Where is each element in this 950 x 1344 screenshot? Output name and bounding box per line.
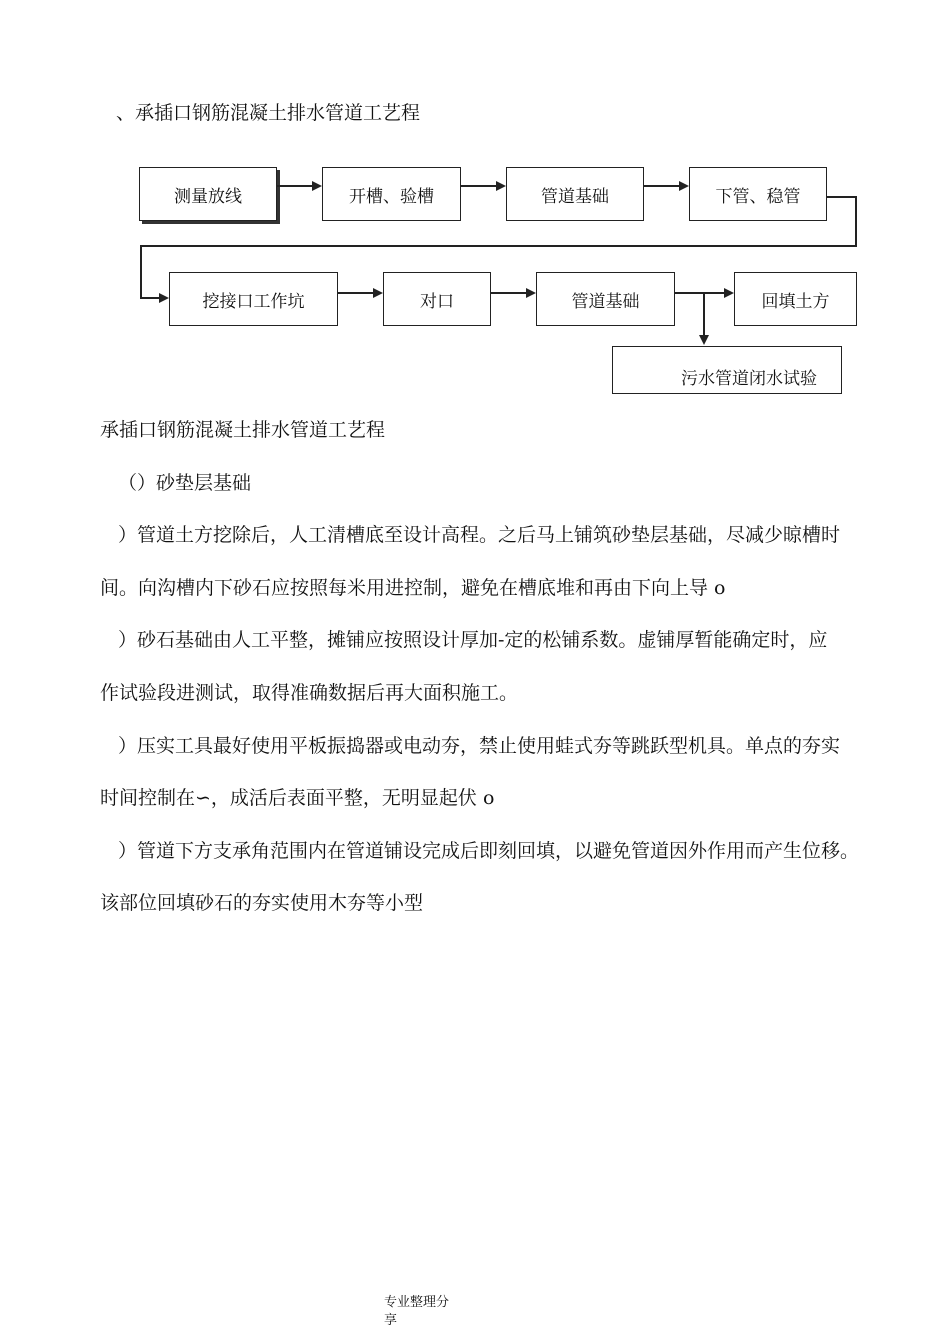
arrow-right-icon xyxy=(159,293,169,303)
paragraph-line: 该部位回填砂石的夯实使用木夯等小型 xyxy=(100,892,424,914)
body-title: 承插口钢筋混凝土排水管道工艺程 xyxy=(100,419,386,441)
section-heading: （）砂垫层基础 xyxy=(118,472,252,494)
page-footer xyxy=(384,1294,464,1330)
paragraph-line: 时间控制在∽，成活后表面平整，无明显起伏 o xyxy=(100,787,495,809)
connector-line xyxy=(277,185,313,187)
connector-line xyxy=(140,245,142,299)
arrow-right-icon xyxy=(679,181,689,191)
footer-line: 专业整理分 xyxy=(384,1295,450,1310)
connector-line xyxy=(140,245,857,247)
flow-step-alignment: 对口 xyxy=(383,272,491,326)
paragraph-line: ）砂石基础由人工平整，摊铺应按照设计厚加-定的松铺系数。虚铺厚暂能确定时，应 xyxy=(118,629,828,651)
connector-line xyxy=(491,292,527,294)
footer-line: 享 xyxy=(384,1313,398,1328)
connector-line xyxy=(338,292,374,294)
flow-step-closed-water-test: 污水管道闭水试验 xyxy=(612,346,842,394)
connector-line xyxy=(703,292,705,336)
paragraph-line: ）管道土方挖除后，人工清槽底至设计高程。之后马上铺筑砂垫层基础，尽减少晾槽时 xyxy=(118,524,841,546)
flow-step-trench: 开槽、验槽 xyxy=(322,167,461,221)
connector-line xyxy=(140,297,160,299)
document-heading: 、承插口钢筋混凝土排水管道工艺程 xyxy=(116,102,421,124)
arrow-right-icon xyxy=(496,181,506,191)
connector-line xyxy=(644,185,680,187)
arrow-right-icon xyxy=(373,288,383,298)
arrow-right-icon xyxy=(724,288,734,298)
arrow-right-icon xyxy=(526,288,536,298)
connector-line xyxy=(675,292,725,294)
paragraph-line: 间。向沟槽内下砂石应按照每米用进控制，避免在槽底堆和再由下向上导 o xyxy=(100,577,726,599)
flow-step-foundation-1: 管道基础 xyxy=(506,167,644,221)
flow-step-joint-pit: 挖接口工作坑 xyxy=(169,272,338,326)
paragraph-line: 作试验段进测试，取得准确数据后再大面积施工。 xyxy=(100,682,519,704)
arrow-down-icon xyxy=(699,335,709,345)
flow-step-foundation-2: 管道基础 xyxy=(536,272,675,326)
flow-step-survey: 测量放线 xyxy=(139,167,277,221)
paragraph-line: ）管道下方支承角范围内在管道铺设完成后即刻回填，以避免管道因外作用而产生位移。 xyxy=(118,840,860,862)
paragraph-line: ）压实工具最好使用平板振捣器或电动夯，禁止使用蛙式夯等跳跃型机具。单点的夯实 xyxy=(118,735,841,757)
flow-step-backfill: 回填土方 xyxy=(734,272,857,326)
connector-line xyxy=(855,196,857,247)
flow-step-lay-pipe: 下管、稳管 xyxy=(689,167,827,221)
connector-line xyxy=(827,196,857,198)
arrow-right-icon xyxy=(312,181,322,191)
connector-line xyxy=(461,185,497,187)
